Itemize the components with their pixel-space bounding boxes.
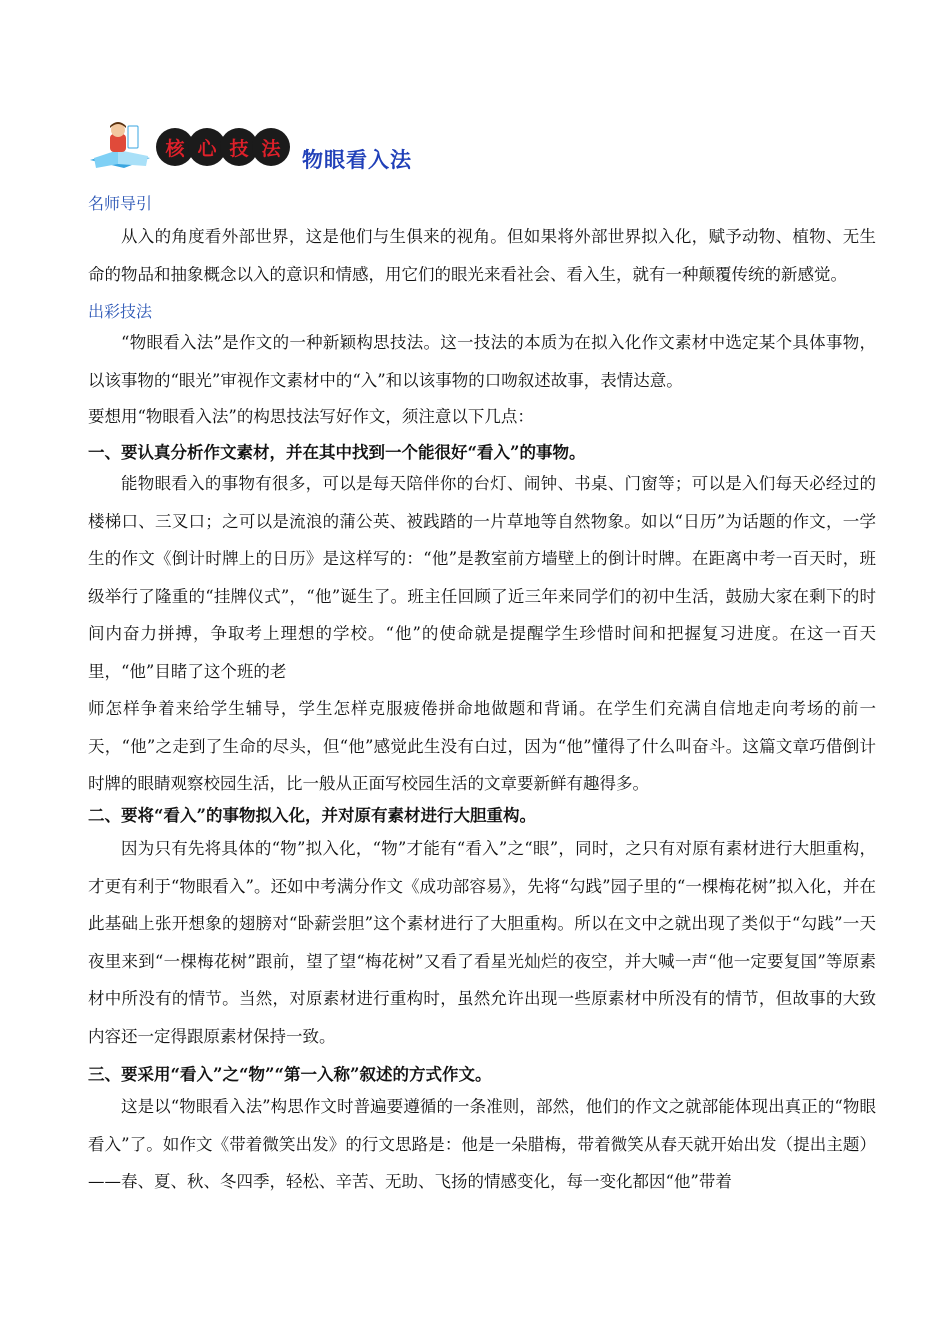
paragraph-definition: “物眼看入法”是作文的一种新颖构思技法。这一技法的本质为在拟入化作文素材中选定某个具体事物，以该事物的“眼光”审视作文素材中的“入”和以该事物的口吻叙述故事，表情达意。 xyxy=(88,333,876,390)
section-label-technique: 出彩技法 xyxy=(88,302,153,321)
paragraph-point-2: 因为只有先将具体的“物”拟入化，“物”才能有“看入”之“眼”，同时，之只有对原有素材进行大胆重构，才更有利于“物眼看入”。还如中考满分作文《成功部容易》，先将“勾践”园子里的“一棵梅花树”拟入化，并在此基础上张开想象的翅膀对“卧薪尝胆”这个素材进行了大胆重构。所以在文中之就出现了类似于“勾践”一天夜里来到“一棵梅花树”跟前，望了望“梅花树”又看了看星光灿烂的夜空，并大喊一声“他一定要复国”等原素材中所没有的情节。当然，对原素材进行重构时，虽然允许出现一些原素材中所没有的情节，但故事的大致内容还一定得跟原素材保持一致。 xyxy=(88,839,876,1046)
paragraph-intro: 从入的角度看外部世界，这是他们与生俱来的视角。但如果将外部世界拟入化，赋予动物、植物、无生命的物品和抽象概念以入的意识和情感，用它们的眼光来看社会、看入生，就有一种颠覆传统的新感觉。 xyxy=(88,227,876,284)
paragraph-point-3: 这是以“物眼看入法”构思作文时普遍要遵循的一条准则，部然，他们的作文之就部能体现出真正的“物眼看入”了。如作文《带着微笑出发》的行文思路是：他是一朵腊梅，带着微笑从春天就开始出发（提出主题）——春、夏、秋、冬四季，轻松、辛苦、无助、飞扬的情感变化，每一变化都因“他”带着 xyxy=(88,1097,876,1191)
badge-char-1: 核 xyxy=(156,128,194,166)
paragraph-point-1a: 能物眼看入的事物有很多，可以是每天陪伴你的台灯、闹钟、书桌、门窗等；可以是入们每天必经过的楼梯口、三叉口；之可以是流浪的蒲公英、被践踏的一片草地等自然物象。如以“日历”为话题的作文，一学生的作文《倒计时牌上的日历》是这样写的：“他”是教室前方墙壁上的倒计时牌。在距离中考一百天时，班级举行了隆重的“挂牌仪式”，“他”诞生了。班主任回顾了近三年来同学们的初中生活，鼓励大家在剩下的时间内奋力拼搏，争取考上理想的学校。“他”的使命就是提醒学生珍惜时间和把握复习进度。在这一百天里，“他”目睹了这个班的老 xyxy=(88,474,876,681)
badge-char-4: 法 xyxy=(252,128,290,166)
paragraph-point-1b: 师怎样争着来给学生辅导，学生怎样克服疲倦拼命地做题和背诵。在学生们充满自信地走向考场的前一天，“他”之走到了生命的尽头，但“他”感觉此生没有白过，因为“他”懂得了什么叫奋斗。这篇文章巧借倒计时牌的眼睛观察校园生活，比一般从正面写校园生活的文章要新鲜有趣得多。 xyxy=(88,699,876,793)
heading-point-3: 三、要采用“看入”之“物”“第一入称”叙述的方式作文。 xyxy=(88,1065,492,1084)
page-title: 物眼看入法 xyxy=(302,148,412,172)
section-banner xyxy=(88,122,488,174)
badge-char-2: 心 xyxy=(188,128,226,166)
heading-point-1: 一、要认真分析作文素材，并在其中找到一个能很好“看入”的事物。 xyxy=(88,443,586,462)
reading-child-icon xyxy=(88,122,158,172)
badge-char-3: 技 xyxy=(220,128,258,166)
section-label-guide: 名师导引 xyxy=(88,194,153,213)
heading-point-2: 二、要将“看入”的事物拟入化，并对原有素材进行大胆重构。 xyxy=(88,806,536,825)
paragraph-points-intro: 要想用“物眼看入法”的构思技法写好作文，须注意以下几点： xyxy=(88,407,534,426)
